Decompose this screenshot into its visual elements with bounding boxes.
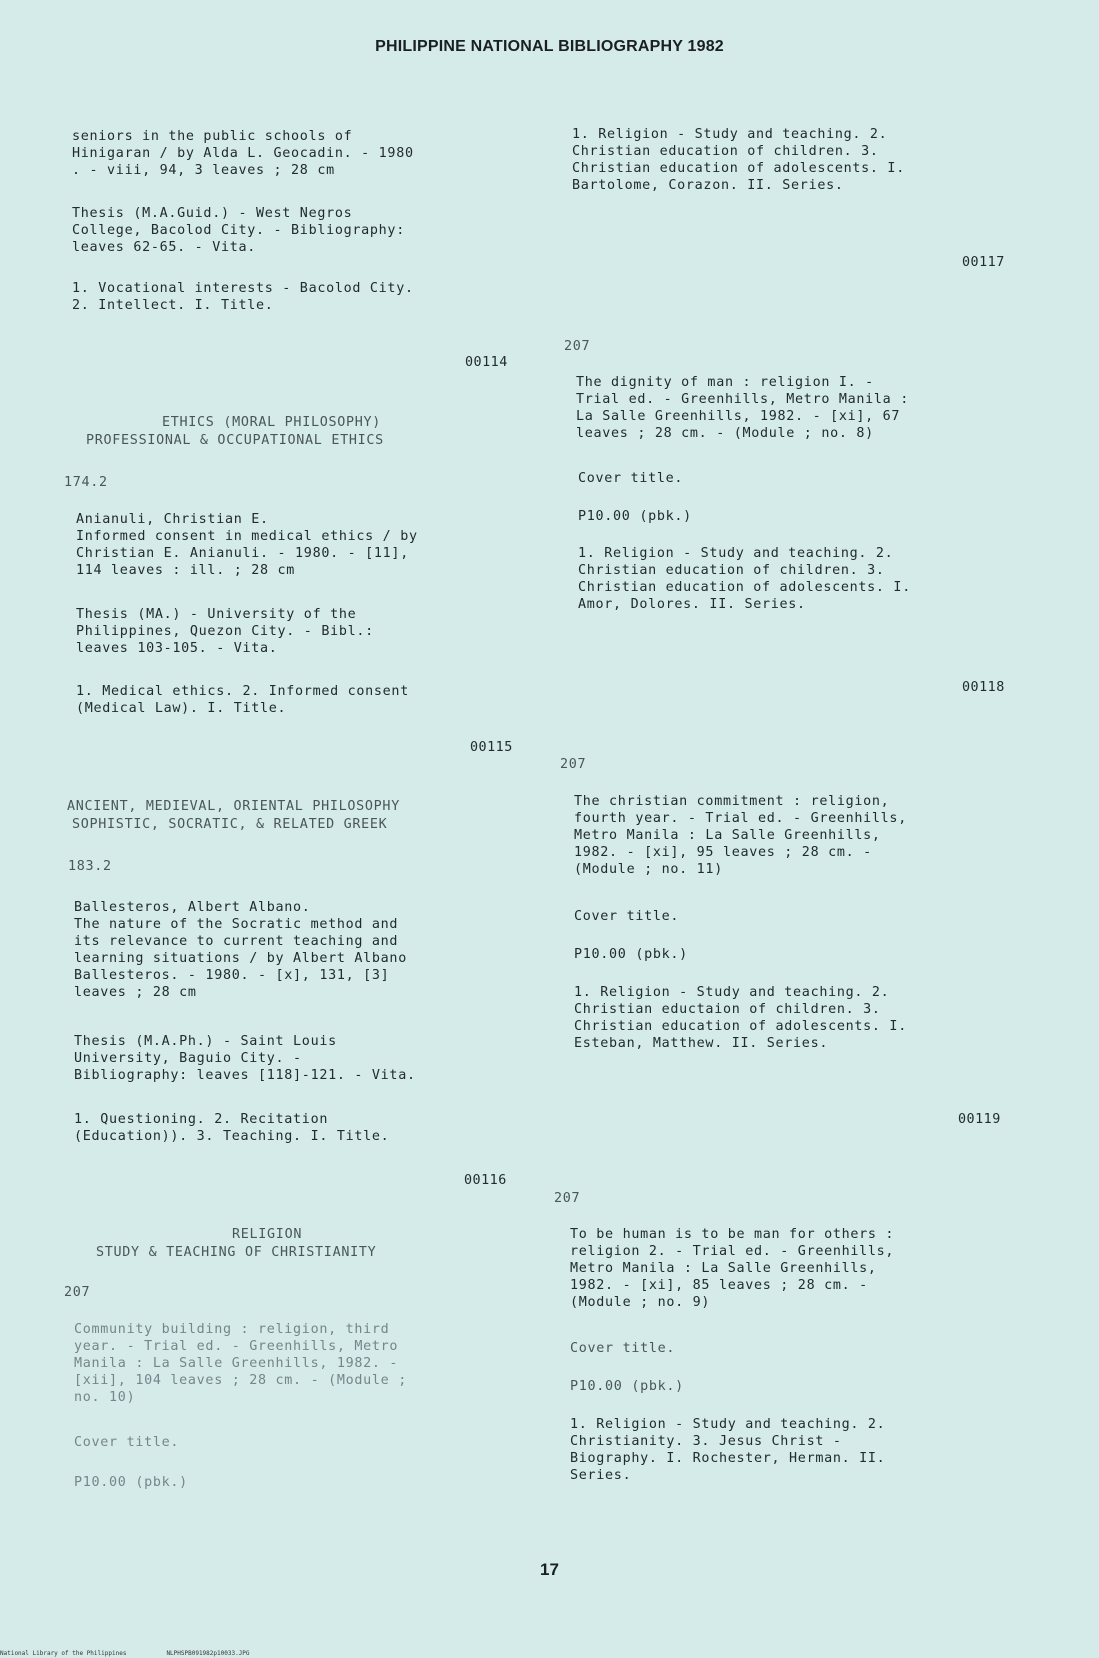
entry-subjects: 1. Medical ethics. 2. Informed consent (Medical Law). I. Title. <box>76 684 409 716</box>
entry-note: Cover title. <box>74 1435 180 1450</box>
entry-number: 00118 <box>962 680 1005 695</box>
footer <box>0 1650 290 1657</box>
entry-subjects: 1. Religion - Study and teaching. 2. Christian education of children. 3. Christian education of adolescents. I. Bartolome, Corazon. II. Series. <box>572 127 905 193</box>
page-header-title: PHILIPPINE NATIONAL BIBLIOGRAPHY 1982 <box>375 38 724 55</box>
entry-subjects: 1. Vocational interests - Bacolod City. 2. Intellect. I. Title. <box>72 281 414 313</box>
entry-description: The christian commitment : religion, fourth year. - Trial ed. - Greenhills, Metro Manila : La Salle Greenhills, 1982. - [xi], 95 leaves ; 28 cm. - (Module ; no. 11) <box>574 794 907 877</box>
entry-subjects: 1. Religion - Study and teaching. 2. Christianity. 3. Jesus Christ - Biography. I. Rochester, Herman. II. Series. <box>570 1417 886 1483</box>
entry-subjects: 1. Religion - Study and teaching. 2. Christian education of children. 3. Christian education of adolescents. I. Amor, Dolores. II. Series. <box>578 546 911 612</box>
entry-price: P10.00 (pbk.) <box>570 1379 684 1394</box>
class-number: 183.2 <box>68 859 112 874</box>
footer-file: NLPHSPB091982p10033.JPG <box>166 1650 250 1657</box>
entry-number: 00119 <box>958 1112 1001 1127</box>
entry-description: Ballesteros, Albert Albano. The nature of the Socratic method and its relevance to current teaching and learning situations / by Albert Albano Ballesteros. - 1980. - [x], 131, [3] leaves ; 28 cm <box>74 900 407 1000</box>
section-heading: ETHICS (MORAL PHILOSOPHY) <box>162 415 382 430</box>
entry-description: Community building : religion, third year. - Trial ed. - Greenhills, Metro Manila : La Salle Greenhills, 1982. - [xii], 104 leaves ; 28 cm. - (Module ; no. 10) <box>74 1322 407 1405</box>
section-subheading: STUDY & TEACHING OF CHRISTIANITY <box>96 1245 377 1260</box>
entry-note: Cover title. <box>570 1341 676 1356</box>
entry-subjects: 1. Questioning. 2. Recitation (Education)). 3. Teaching. I. Title. <box>74 1112 390 1144</box>
entry-description: The dignity of man : religion I. - Trial ed. - Greenhills, Metro Manila : La Salle Greenhills, 1982. - [xi], 67 leaves ; 28 cm. - (Module ; no. 8) <box>576 375 909 441</box>
entry-description: Anianuli, Christian E. Informed consent in medical ethics / by Christian E. Anianuli. - 1980. - [11], 114 leaves : ill. ; 28 cm <box>76 512 418 578</box>
entry-thesis-note: Thesis (M.A.Guid.) - West Negros College, Bacolod City. - Bibliography: leaves 62-65. - Vita. <box>72 206 405 255</box>
entry-price: P10.00 (pbk.) <box>578 509 692 524</box>
entry-description: seniors in the public schools of Hinigaran / by Alda L. Geocadin. - 1980 . - viii, 94, 3 leaves ; 28 cm <box>72 129 414 178</box>
entry-number: 00117 <box>962 255 1005 270</box>
page-number: 17 <box>540 1560 559 1579</box>
entry-number: 00114 <box>465 355 508 370</box>
entry-note: Cover title. <box>578 471 684 486</box>
section-subheading: PROFESSIONAL & OCCUPATIONAL ETHICS <box>86 433 384 448</box>
entry-subjects: 1. Religion - Study and teaching. 2. Christian eductaion of children. 3. Christian education of adolescents. I. Esteban, Matthew. II. Series. <box>574 985 907 1051</box>
class-number: 207 <box>64 1285 91 1300</box>
entry-note: Cover title. <box>574 909 680 924</box>
class-number: 207 <box>564 339 591 354</box>
entry-number: 00115 <box>470 740 513 755</box>
entry-price: P10.00 (pbk.) <box>74 1475 188 1490</box>
entry-price: P10.00 (pbk.) <box>574 947 688 962</box>
entry-number: 00116 <box>464 1173 507 1188</box>
entry-thesis-note: Thesis (M.A.Ph.) - Saint Louis University, Baguio City. - Bibliography: leaves [118]-121. - Vita. <box>74 1034 416 1083</box>
class-number: 207 <box>554 1191 581 1206</box>
class-number: 174.2 <box>64 475 108 490</box>
entry-thesis-note: Thesis (MA.) - University of the Philippines, Quezon City. - Bibl.: leaves 103-105. - Vita. <box>76 607 374 656</box>
footer-library: National Library of the Philippines <box>0 1650 127 1657</box>
class-number: 207 <box>560 757 587 772</box>
entry-description: To be human is to be man for others : religion 2. - Trial ed. - Greenhills, Metro Manila : La Salle Greenhills, 1982. - [xi], 85 leaves ; 28 cm. - (Module ; no. 9) <box>570 1227 895 1310</box>
section-heading: ANCIENT, MEDIEVAL, ORIENTAL PHILOSOPHY <box>67 799 400 814</box>
section-subheading: SOPHISTIC, SOCRATIC, & RELATED GREEK <box>72 817 388 832</box>
section-heading: RELIGION <box>232 1227 303 1242</box>
